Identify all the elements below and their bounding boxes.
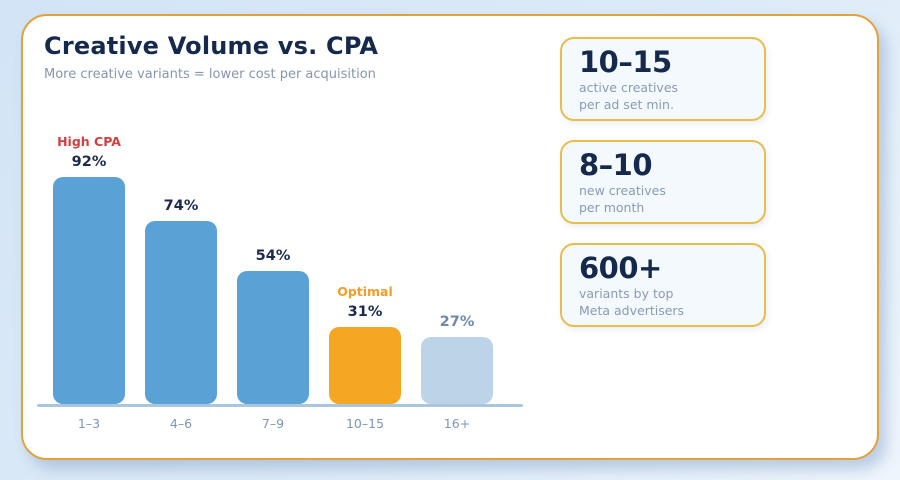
main-card (21, 14, 879, 460)
stat-description-line: per month (579, 200, 645, 215)
bar (145, 221, 217, 404)
bar-chart (37, 124, 525, 431)
bar-value-label: 74% (163, 198, 199, 214)
bar (421, 337, 493, 404)
bar-value-label: 54% (255, 248, 291, 264)
stat-description-line: active creatives (579, 80, 679, 95)
stat-description-line: Meta advertisers (579, 303, 685, 318)
bar-column (145, 198, 217, 404)
bar-value-label: 92% (71, 154, 107, 170)
stat-description-line: variants by top (579, 286, 674, 301)
bar (329, 327, 401, 404)
x-axis-labels (37, 416, 525, 431)
bar-column (237, 248, 309, 404)
x-axis-label: 16+ (443, 416, 471, 431)
x-axis-label: 4–6 (169, 416, 193, 431)
stat-card-new-creatives (560, 140, 766, 224)
x-axis-label: 7–9 (261, 416, 285, 431)
stat-card-active-creatives (560, 37, 766, 121)
bar (53, 177, 125, 404)
x-axis-line (37, 404, 523, 407)
stat-value: 8–10 (579, 148, 653, 182)
bar-value-label: 27% (439, 314, 475, 330)
bar-plot (37, 124, 525, 404)
bar-value-label: 31% (347, 304, 383, 320)
stat-value: 600+ (579, 251, 662, 285)
bar (237, 271, 309, 404)
x-axis-label: 1–3 (77, 416, 101, 431)
bar-annotation: Optimal (337, 284, 393, 299)
bar-annotation: High CPA (57, 134, 121, 149)
x-axis-label: 10–15 (345, 416, 385, 431)
page-title: Creative Volume vs. CPA (44, 32, 379, 60)
bar-column (53, 134, 125, 404)
stat-card-variants (560, 243, 766, 327)
stat-description-line: per ad set min. (579, 97, 674, 112)
stat-card-list (560, 37, 766, 327)
page-subtitle: More creative variants = lower cost per acquisition (44, 67, 376, 82)
bar-column (329, 284, 401, 404)
bar-column (421, 314, 493, 404)
stat-value: 10–15 (579, 45, 672, 79)
stat-description-line: new creatives (579, 183, 666, 198)
